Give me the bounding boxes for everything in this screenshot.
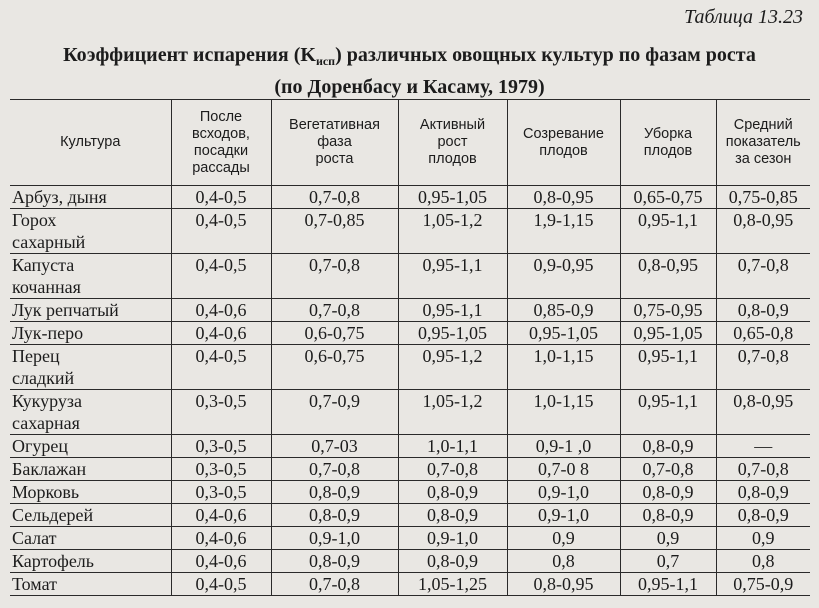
coefficient-cell: 0,75-0,9 bbox=[716, 573, 810, 596]
coefficient-cell: 0,95-1,1 bbox=[620, 345, 716, 390]
crop-name-cell: Морковь bbox=[10, 481, 171, 504]
coefficient-cell: 0,4-0,6 bbox=[171, 299, 271, 322]
crop-name-cell: Огурец bbox=[10, 435, 171, 458]
table-row bbox=[10, 209, 810, 254]
coefficient-cell: 0,9 bbox=[620, 527, 716, 550]
coefficient-cell: 0,95-1,1 bbox=[620, 390, 716, 435]
coefficient-cell: 0,8-0,9 bbox=[271, 550, 398, 573]
coefficient-cell: 0,4-0,5 bbox=[171, 209, 271, 254]
table-row bbox=[10, 527, 810, 550]
column-header: Вегетативная фаза роста bbox=[271, 100, 398, 186]
coefficient-cell: 1,05-1,2 bbox=[398, 209, 507, 254]
coefficient-cell: 0,3-0,5 bbox=[171, 435, 271, 458]
coefficient-cell: 0,7-0,8 bbox=[716, 345, 810, 390]
coefficient-cell: 0,95-1,1 bbox=[398, 254, 507, 299]
table-row bbox=[10, 550, 810, 573]
column-header: Созревание плодов bbox=[507, 100, 620, 186]
coefficient-cell: 0,7-0,8 bbox=[271, 254, 398, 299]
table-row bbox=[10, 186, 810, 209]
coefficient-cell: 0,7-0,8 bbox=[716, 254, 810, 299]
crop-name-cell: Картофель bbox=[10, 550, 171, 573]
coefficient-cell: 0,95-1,05 bbox=[620, 322, 716, 345]
coefficient-cell: 0,7-0,8 bbox=[271, 573, 398, 596]
coefficient-cell: 0,95-1,1 bbox=[398, 299, 507, 322]
header-row bbox=[10, 100, 810, 186]
coefficient-cell: 0,95-1,05 bbox=[507, 322, 620, 345]
table-row bbox=[10, 573, 810, 596]
crop-name-cell: Арбуз, дыня bbox=[10, 186, 171, 209]
coefficient-cell: 0,75-0,85 bbox=[716, 186, 810, 209]
coefficient-cell: 0,9 bbox=[507, 527, 620, 550]
coefficient-cell: 0,7-0,9 bbox=[271, 390, 398, 435]
coefficient-cell: 0,8-0,95 bbox=[620, 254, 716, 299]
coefficient-cell: 0,4-0,6 bbox=[171, 527, 271, 550]
column-header: Средний показатель за сезон bbox=[725, 117, 801, 167]
coefficient-cell: 0,8-0,9 bbox=[271, 481, 398, 504]
crop-name-cell: Баклажан bbox=[10, 458, 171, 481]
coefficient-cell: 0,8-0,95 bbox=[716, 390, 810, 435]
crop-name-cell: Салат bbox=[10, 527, 171, 550]
column-header: Культура bbox=[10, 100, 171, 186]
table-title bbox=[0, 42, 819, 100]
column-header: После всходов, посадки рассады bbox=[171, 100, 271, 186]
coefficient-cell: 0,7-0,8 bbox=[398, 458, 507, 481]
coefficient-cell: 0,9-1 ,0 bbox=[507, 435, 620, 458]
title-subscript: исп bbox=[315, 54, 336, 68]
crop-name-cell: Кукуруза сахарная bbox=[10, 390, 171, 435]
crop-name-cell: Лук репчатый bbox=[10, 299, 171, 322]
coefficient-cell: 1,0-1,15 bbox=[507, 345, 620, 390]
coefficient-cell: 0,6-0,75 bbox=[271, 345, 398, 390]
coefficient-cell: 0,95-1,1 bbox=[620, 209, 716, 254]
coefficient-cell: 0,95-1,1 bbox=[620, 573, 716, 596]
coefficient-cell: 0,9-0,95 bbox=[507, 254, 620, 299]
coefficient-cell: 0,9-1,0 bbox=[398, 527, 507, 550]
coefficient-cell: 0,3-0,5 bbox=[171, 481, 271, 504]
table-row bbox=[10, 458, 810, 481]
coefficient-cell: 0,8-0,9 bbox=[716, 504, 810, 527]
coefficient-cell: 0,65-0,8 bbox=[716, 322, 810, 345]
table-row bbox=[10, 504, 810, 527]
coefficient-cell: 0,95-1,05 bbox=[398, 322, 507, 345]
coefficient-cell: 0,8-0,95 bbox=[716, 209, 810, 254]
coefficient-cell: 0,8-0,9 bbox=[716, 481, 810, 504]
coefficient-cell: 0,7-0,85 bbox=[271, 209, 398, 254]
coefficient-cell: 0,8-0,9 bbox=[271, 504, 398, 527]
coefficient-cell: 1,0-1,1 bbox=[398, 435, 507, 458]
column-header: Активный рост плодов bbox=[398, 100, 507, 186]
coefficient-cell: 0,8-0,9 bbox=[398, 504, 507, 527]
coefficient-cell: 0,65-0,75 bbox=[620, 186, 716, 209]
coefficient-cell: 0,7-0 8 bbox=[507, 458, 620, 481]
coefficient-cell: 1,05-1,2 bbox=[398, 390, 507, 435]
coefficient-cell: 0,7-0,8 bbox=[716, 458, 810, 481]
coefficient-cell: 0,4-0,6 bbox=[171, 504, 271, 527]
coefficient-cell: 0,8-0,9 bbox=[620, 481, 716, 504]
coefficient-cell: 0,4-0,5 bbox=[171, 254, 271, 299]
title-part-1: Коэффициент испарения (K bbox=[63, 44, 316, 66]
coefficient-cell: 0,4-0,5 bbox=[171, 186, 271, 209]
coefficient-cell: 1,05-1,25 bbox=[398, 573, 507, 596]
coefficient-cell: 0,9-1,0 bbox=[271, 527, 398, 550]
table-row bbox=[10, 254, 810, 299]
coefficient-cell: 1,0-1,15 bbox=[507, 390, 620, 435]
coefficient-cell: — bbox=[716, 435, 810, 458]
table-row bbox=[10, 481, 810, 504]
column-header: Уборка плодов bbox=[620, 100, 716, 186]
coefficient-cell: 0,3-0,5 bbox=[171, 458, 271, 481]
table-row bbox=[10, 345, 810, 390]
table-row bbox=[10, 435, 810, 458]
coefficient-cell: 0,8-0,9 bbox=[398, 550, 507, 573]
coefficient-cell: 0,8 bbox=[716, 550, 810, 573]
coefficient-cell: 0,7-0,8 bbox=[271, 299, 398, 322]
crop-name-cell: Перец сладкий bbox=[10, 345, 171, 390]
crop-name-cell: Лук-перо bbox=[10, 322, 171, 345]
coefficient-cell: 0,4-0,5 bbox=[171, 345, 271, 390]
title-line-2: (по Доренбасу и Касаму, 1979) bbox=[274, 76, 545, 98]
title-part-2: ) различных овощных культур по фазам роста bbox=[335, 44, 756, 66]
coefficient-cell: 0,95-1,2 bbox=[398, 345, 507, 390]
crop-name-cell: Сельдерей bbox=[10, 504, 171, 527]
coefficient-cell: 0,8-0,95 bbox=[507, 573, 620, 596]
coefficient-cell: 0,8-0,9 bbox=[716, 299, 810, 322]
title-line-1 bbox=[0, 42, 819, 74]
coefficient-cell: 0,4-0,5 bbox=[171, 573, 271, 596]
table-row bbox=[10, 322, 810, 345]
coefficient-cell: 0,9-1,0 bbox=[507, 504, 620, 527]
coefficient-cell: 0,8-0,9 bbox=[398, 481, 507, 504]
coefficient-cell: 0,75-0,95 bbox=[620, 299, 716, 322]
coefficient-cell: 0,3-0,5 bbox=[171, 390, 271, 435]
coefficient-cell: 1,9-1,15 bbox=[507, 209, 620, 254]
coefficient-cell: 0,7-0,8 bbox=[620, 458, 716, 481]
crop-name-cell: Горох сахарный bbox=[10, 209, 171, 254]
coefficient-cell: 0,85-0,9 bbox=[507, 299, 620, 322]
table-row bbox=[10, 390, 810, 435]
crop-name-cell: Томат bbox=[10, 573, 171, 596]
coefficient-cell: 0,7-0,8 bbox=[271, 458, 398, 481]
coefficient-cell: 0,8 bbox=[507, 550, 620, 573]
coefficient-cell: 0,7-03 bbox=[271, 435, 398, 458]
coefficient-cell: 0,9 bbox=[716, 527, 810, 550]
coefficient-cell: 0,4-0,6 bbox=[171, 322, 271, 345]
coefficient-cell: 0,8-0,95 bbox=[507, 186, 620, 209]
coefficient-cell: 0,9-1,0 bbox=[507, 481, 620, 504]
evaporation-coefficient-table bbox=[10, 99, 810, 596]
table-row bbox=[10, 299, 810, 322]
coefficient-cell: 0,7-0,8 bbox=[271, 186, 398, 209]
coefficient-cell: 0,95-1,05 bbox=[398, 186, 507, 209]
crop-name-cell: Капуста кочанная bbox=[10, 254, 171, 299]
coefficient-cell: 0,6-0,75 bbox=[271, 322, 398, 345]
coefficient-cell: 0,4-0,6 bbox=[171, 550, 271, 573]
coefficient-cell: 0,7 bbox=[620, 550, 716, 573]
table-number: Таблица 13.23 bbox=[684, 6, 803, 28]
table-body bbox=[10, 186, 810, 596]
coefficient-cell: 0,8-0,9 bbox=[620, 504, 716, 527]
coefficient-cell: 0,8-0,9 bbox=[620, 435, 716, 458]
